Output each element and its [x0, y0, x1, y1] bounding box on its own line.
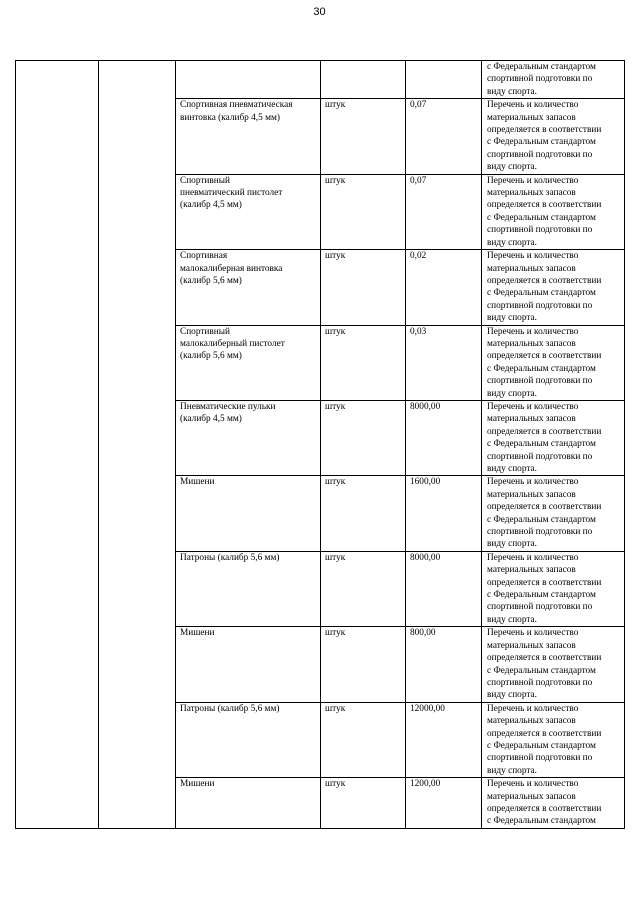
name-cell-text: Спортивная пневматическая винтовка (калибр 4,5 мм): [180, 100, 293, 123]
qty-cell-text: 8000,00: [410, 552, 441, 563]
name-cell: [176, 400, 321, 475]
qty-cell-text: 12000,00: [410, 703, 445, 714]
note-cell-text: Перечень и количество материальных запасов определяется в соответствии с Федеральным стандартом спортивной подготовки по виду спорта.: [487, 703, 602, 776]
unit-cell-text: штук: [325, 628, 346, 639]
unit-cell: [321, 551, 406, 626]
qty-cell-text: 0,07: [410, 100, 427, 111]
name-cell-text: Мишени: [180, 628, 215, 639]
note-cell: [482, 476, 625, 551]
qty-cell: [406, 778, 482, 829]
name-cell-text: Спортивный пневматический пистолет (калибр 4,5 мм): [180, 175, 283, 211]
qty-cell: [406, 99, 482, 174]
name-cell-text: Мишени: [180, 779, 215, 790]
qty-cell: [406, 702, 482, 777]
merged-cell-1: [16, 61, 99, 829]
page-number: 30: [313, 6, 326, 18]
unit-cell-text: штук: [325, 175, 346, 186]
name-cell-text: Патроны (калибр 5,6 мм): [180, 552, 280, 563]
name-cell-text: Спортивная малокалиберная винтовка (калибр 5,6 мм): [180, 251, 283, 286]
qty-cell: [406, 325, 482, 400]
qty-cell: [406, 476, 482, 551]
note-cell-text: Перечень и количество материальных запасов определяется в соответствии с Федеральным стандартом спортивной подготовки по виду спорта.: [487, 326, 602, 399]
note-cell-text: Перечень и количество материальных запасов определяется в соответствии с Федеральным стандартом спортивной подготовки по виду спорта.: [487, 401, 602, 474]
unit-cell-text: штук: [325, 326, 346, 337]
name-cell: [176, 778, 321, 829]
name-cell: [176, 250, 321, 325]
unit-cell: [321, 627, 406, 702]
unit-cell-text: штук: [325, 401, 346, 412]
name-cell: [176, 61, 321, 99]
name-cell: [176, 174, 321, 249]
unit-cell: [321, 174, 406, 249]
qty-cell-text: 0,03: [410, 326, 427, 337]
name-cell: [176, 702, 321, 777]
name-cell-text: Мишени: [180, 477, 215, 488]
qty-cell-text: 1600,00: [410, 477, 441, 488]
qty-cell: [406, 174, 482, 249]
name-cell-text: Патроны (калибр 5,6 мм): [180, 703, 280, 714]
qty-cell-text: 8000,00: [410, 401, 441, 412]
qty-cell-text: 800,00: [410, 628, 436, 639]
unit-cell: [321, 61, 406, 99]
qty-cell: [406, 250, 482, 325]
qty-cell: [406, 61, 482, 99]
qty-cell-text: 0,07: [410, 175, 427, 186]
unit-cell: [321, 325, 406, 400]
note-cell: [482, 627, 625, 702]
note-cell: [482, 400, 625, 475]
unit-cell-text: штук: [325, 779, 346, 790]
name-cell: [176, 99, 321, 174]
note-cell: [482, 702, 625, 777]
note-cell-text: Перечень и количество материальных запасов определяется в соответствии с Федеральным стандартом спортивной подготовки по виду спорта.: [487, 251, 602, 324]
table-row: [16, 61, 625, 99]
unit-cell: [321, 250, 406, 325]
merged-cell-2: [99, 61, 176, 829]
note-cell-text: Перечень и количество материальных запасов определяется в соответствии с Федеральным стандартом спортивной подготовки по виду спорта.: [487, 552, 602, 625]
unit-cell-text: штук: [325, 251, 346, 262]
note-cell: [482, 250, 625, 325]
note-cell: [482, 174, 625, 249]
note-cell-text: Перечень и количество материальных запасов определяется в соответствии с Федеральным стандартом спортивной подготовки по виду спорта.: [487, 628, 602, 701]
name-cell: [176, 476, 321, 551]
note-cell-text: Перечень и количество материальных запасов определяется в соответствии с Федеральным стандартом: [487, 779, 602, 827]
qty-cell: [406, 400, 482, 475]
unit-cell-text: штук: [325, 100, 346, 111]
qty-cell: [406, 551, 482, 626]
note-cell: [482, 325, 625, 400]
name-cell-text: Спортивный малокалиберный пистолет (калибр 5,6 мм): [180, 326, 285, 362]
qty-cell-text: 0,02: [410, 251, 427, 262]
note-cell-text: Перечень и количество материальных запасов определяется в соответствии с Федеральным стандартом спортивной подготовки по виду спорта.: [487, 100, 602, 173]
unit-cell: [321, 702, 406, 777]
name-cell-text: Пневматические пульки (калибр 4,5 мм): [180, 401, 276, 425]
qty-cell: [406, 627, 482, 702]
note-cell-text: Перечень и количество материальных запасов определяется в соответствии с Федеральным стандартом спортивной подготовки по виду спорта.: [487, 477, 602, 550]
unit-cell-text: штук: [325, 477, 346, 488]
name-cell: [176, 627, 321, 702]
unit-cell: [321, 400, 406, 475]
note-cell-text: Перечень и количество материальных запасов определяется в соответствии с Федеральным стандартом спортивной подготовки по виду спорта.: [487, 175, 602, 248]
note-cell: [482, 551, 625, 626]
unit-cell: [321, 778, 406, 829]
note-cell: [482, 99, 625, 174]
unit-cell: [321, 99, 406, 174]
name-cell: [176, 325, 321, 400]
equipment-table: [15, 60, 625, 829]
note-cell: [482, 778, 625, 829]
unit-cell-text: штук: [325, 552, 346, 563]
unit-cell-text: штук: [325, 703, 346, 714]
qty-cell-text: 1200,00: [410, 779, 441, 790]
note-cell: с Федеральным стандартом спортивной подготовки по виду спорта.: [482, 61, 625, 99]
table-body: [16, 61, 625, 829]
name-cell: [176, 551, 321, 626]
unit-cell: [321, 476, 406, 551]
